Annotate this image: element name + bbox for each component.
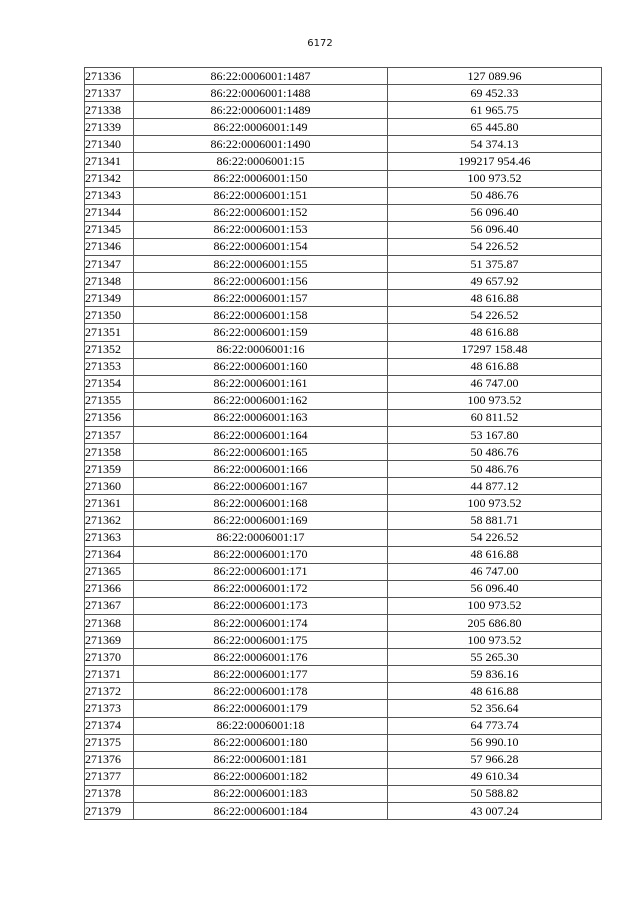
table-row: [85, 478, 602, 495]
cadastral-value-cell: 64 773.74: [388, 717, 602, 734]
cadastral-value-cell: 100 973.52: [388, 632, 602, 649]
table-row: [85, 700, 602, 717]
cadastral-number-cell: 86:22:0006001:150: [134, 170, 388, 187]
row-id-cell: 271346: [85, 238, 134, 255]
cadastral-value-cell: 205 686.80: [388, 615, 602, 632]
cadastral-value-cell: 49 657.92: [388, 273, 602, 290]
cadastral-value-cell: 100 973.52: [388, 170, 602, 187]
cadastral-value-cell: 55 265.30: [388, 649, 602, 666]
table-row: [85, 563, 602, 580]
row-id-cell: 271369: [85, 632, 134, 649]
cadastral-value-cell: 17297 158.48: [388, 341, 602, 358]
cadastral-number-cell: 86:22:0006001:151: [134, 187, 388, 204]
table-row: [85, 238, 602, 255]
row-id-cell: 271350: [85, 307, 134, 324]
table-row: [85, 256, 602, 273]
cadastral-number-cell: 86:22:0006001:184: [134, 803, 388, 820]
cadastral-value-cell: 46 747.00: [388, 375, 602, 392]
cadastral-number-cell: 86:22:0006001:1489: [134, 102, 388, 119]
cadastral-value-cell: 49 610.34: [388, 768, 602, 785]
cadastral-number-cell: 86:22:0006001:152: [134, 204, 388, 221]
cadastral-value-cell: 59 836.16: [388, 666, 602, 683]
row-id-cell: 271351: [85, 324, 134, 341]
cadastral-number-cell: 86:22:0006001:175: [134, 632, 388, 649]
table-row: [85, 85, 602, 102]
cadastral-number-cell: 86:22:0006001:177: [134, 666, 388, 683]
row-id-cell: 271359: [85, 461, 134, 478]
cadastral-value-cell: 100 973.52: [388, 392, 602, 409]
table-row: [85, 136, 602, 153]
row-id-cell: 271372: [85, 683, 134, 700]
cadastral-value-cell: 54 226.52: [388, 238, 602, 255]
cadastral-value-cell: 48 616.88: [388, 324, 602, 341]
cadastral-value-cell: 48 616.88: [388, 546, 602, 563]
row-id-cell: 271370: [85, 649, 134, 666]
table-row: [85, 615, 602, 632]
row-id-cell: 271343: [85, 187, 134, 204]
cadastral-number-cell: 86:22:0006001:155: [134, 256, 388, 273]
row-id-cell: 271378: [85, 785, 134, 802]
table-row: [85, 102, 602, 119]
cadastral-number-cell: 86:22:0006001:179: [134, 700, 388, 717]
cadastral-number-cell: 86:22:0006001:162: [134, 392, 388, 409]
cadastral-value-cell: 50 486.76: [388, 444, 602, 461]
cadastral-value-cell: 100 973.52: [388, 495, 602, 512]
row-id-cell: 271362: [85, 512, 134, 529]
cadastral-number-cell: 86:22:0006001:156: [134, 273, 388, 290]
cadastral-number-cell: 86:22:0006001:174: [134, 615, 388, 632]
cadastral-value-cell: 51 375.87: [388, 256, 602, 273]
cadastral-value-cell: 61 965.75: [388, 102, 602, 119]
table-row: [85, 734, 602, 751]
row-id-cell: 271354: [85, 375, 134, 392]
cadastral-value-cell: 54 226.52: [388, 307, 602, 324]
row-id-cell: 271379: [85, 803, 134, 820]
table-row: [85, 768, 602, 785]
row-id-cell: 271373: [85, 700, 134, 717]
table-row: [85, 512, 602, 529]
cadastral-value-table: [84, 67, 602, 820]
cadastral-number-cell: 86:22:0006001:167: [134, 478, 388, 495]
table-row: [85, 204, 602, 221]
cadastral-number-cell: 86:22:0006001:182: [134, 768, 388, 785]
table-row: [85, 461, 602, 478]
row-id-cell: 271341: [85, 153, 134, 170]
cadastral-value-cell: 50 588.82: [388, 785, 602, 802]
row-id-cell: 271376: [85, 751, 134, 768]
row-id-cell: 271349: [85, 290, 134, 307]
row-id-cell: 271361: [85, 495, 134, 512]
table-row: [85, 751, 602, 768]
cadastral-value-cell: 54 374.13: [388, 136, 602, 153]
row-id-cell: 271377: [85, 768, 134, 785]
row-id-cell: 271342: [85, 170, 134, 187]
row-id-cell: 271374: [85, 717, 134, 734]
row-id-cell: 271339: [85, 119, 134, 136]
cadastral-number-cell: 86:22:0006001:171: [134, 563, 388, 580]
row-id-cell: 271363: [85, 529, 134, 546]
table-body: [85, 68, 602, 820]
row-id-cell: 271352: [85, 341, 134, 358]
table-row: [85, 119, 602, 136]
cadastral-number-cell: 86:22:0006001:173: [134, 597, 388, 614]
table-row: [85, 341, 602, 358]
table-row: [85, 426, 602, 443]
cadastral-value-cell: 54 226.52: [388, 529, 602, 546]
table-row: [85, 444, 602, 461]
cadastral-number-cell: 86:22:0006001:1487: [134, 68, 388, 85]
cadastral-value-cell: 199217 954.46: [388, 153, 602, 170]
table-row: [85, 375, 602, 392]
cadastral-value-cell: 52 356.64: [388, 700, 602, 717]
cadastral-number-cell: 86:22:0006001:149: [134, 119, 388, 136]
cadastral-value-cell: 53 167.80: [388, 426, 602, 443]
cadastral-value-cell: 100 973.52: [388, 597, 602, 614]
cadastral-value-cell: 127 089.96: [388, 68, 602, 85]
page-number: 6172: [307, 38, 333, 49]
cadastral-number-cell: 86:22:0006001:154: [134, 238, 388, 255]
table-row: [85, 666, 602, 683]
cadastral-value-cell: 60 811.52: [388, 409, 602, 426]
cadastral-value-cell: 56 096.40: [388, 204, 602, 221]
table-row: [85, 153, 602, 170]
cadastral-number-cell: 86:22:0006001:160: [134, 358, 388, 375]
row-id-cell: 271375: [85, 734, 134, 751]
cadastral-number-cell: 86:22:0006001:169: [134, 512, 388, 529]
table-row: [85, 529, 602, 546]
table-row: [85, 580, 602, 597]
row-id-cell: 271337: [85, 85, 134, 102]
table-row: [85, 187, 602, 204]
cadastral-number-cell: 86:22:0006001:157: [134, 290, 388, 307]
table-row: [85, 170, 602, 187]
table-row: [85, 273, 602, 290]
row-id-cell: 271365: [85, 563, 134, 580]
cadastral-number-cell: 86:22:0006001:17: [134, 529, 388, 546]
row-id-cell: 271347: [85, 256, 134, 273]
cadastral-number-cell: 86:22:0006001:163: [134, 409, 388, 426]
cadastral-value-cell: 56 096.40: [388, 580, 602, 597]
row-id-cell: 271338: [85, 102, 134, 119]
row-id-cell: 271357: [85, 426, 134, 443]
row-id-cell: 271340: [85, 136, 134, 153]
cadastral-number-cell: 86:22:0006001:178: [134, 683, 388, 700]
cadastral-number-cell: 86:22:0006001:1488: [134, 85, 388, 102]
table-row: [85, 358, 602, 375]
cadastral-value-cell: 57 966.28: [388, 751, 602, 768]
cadastral-number-cell: 86:22:0006001:16: [134, 341, 388, 358]
row-id-cell: 271344: [85, 204, 134, 221]
cadastral-value-cell: 48 616.88: [388, 358, 602, 375]
table-row: [85, 495, 602, 512]
cadastral-value-cell: 48 616.88: [388, 290, 602, 307]
cadastral-value-cell: 65 445.80: [388, 119, 602, 136]
cadastral-number-cell: 86:22:0006001:161: [134, 375, 388, 392]
cadastral-value-cell: 50 486.76: [388, 187, 602, 204]
cadastral-number-cell: 86:22:0006001:180: [134, 734, 388, 751]
cadastral-number-cell: 86:22:0006001:170: [134, 546, 388, 563]
cadastral-number-cell: 86:22:0006001:183: [134, 785, 388, 802]
cadastral-number-cell: 86:22:0006001:172: [134, 580, 388, 597]
table-row: [85, 290, 602, 307]
row-id-cell: 271368: [85, 615, 134, 632]
table-row: [85, 632, 602, 649]
cadastral-value-cell: 46 747.00: [388, 563, 602, 580]
table-row: [85, 307, 602, 324]
cadastral-value-cell: 44 877.12: [388, 478, 602, 495]
cadastral-number-cell: 86:22:0006001:18: [134, 717, 388, 734]
cadastral-number-cell: 86:22:0006001:164: [134, 426, 388, 443]
row-id-cell: 271356: [85, 409, 134, 426]
table-row: [85, 392, 602, 409]
table-row: [85, 683, 602, 700]
cadastral-number-cell: 86:22:0006001:165: [134, 444, 388, 461]
table-row: [85, 803, 602, 820]
row-id-cell: 271364: [85, 546, 134, 563]
cadastral-value-cell: 69 452.33: [388, 85, 602, 102]
cadastral-number-cell: 86:22:0006001:168: [134, 495, 388, 512]
row-id-cell: 271348: [85, 273, 134, 290]
row-id-cell: 271367: [85, 597, 134, 614]
cadastral-number-cell: 86:22:0006001:15: [134, 153, 388, 170]
row-id-cell: 271336: [85, 68, 134, 85]
table-row: [85, 649, 602, 666]
cadastral-number-cell: 86:22:0006001:1490: [134, 136, 388, 153]
cadastral-value-cell: 56 990.10: [388, 734, 602, 751]
cadastral-value-cell: 58 881.71: [388, 512, 602, 529]
cadastral-value-cell: 50 486.76: [388, 461, 602, 478]
cadastral-number-cell: 86:22:0006001:153: [134, 221, 388, 238]
row-id-cell: 271366: [85, 580, 134, 597]
table-row: [85, 785, 602, 802]
row-id-cell: 271355: [85, 392, 134, 409]
table-row: [85, 409, 602, 426]
cadastral-number-cell: 86:22:0006001:166: [134, 461, 388, 478]
cadastral-number-cell: 86:22:0006001:158: [134, 307, 388, 324]
row-id-cell: 271360: [85, 478, 134, 495]
table-row: [85, 717, 602, 734]
cadastral-number-cell: 86:22:0006001:159: [134, 324, 388, 341]
row-id-cell: 271358: [85, 444, 134, 461]
table-row: [85, 221, 602, 238]
table-row: [85, 597, 602, 614]
table-row: [85, 546, 602, 563]
cadastral-value-cell: 48 616.88: [388, 683, 602, 700]
table-row: [85, 68, 602, 85]
table-row: [85, 324, 602, 341]
cadastral-number-cell: 86:22:0006001:181: [134, 751, 388, 768]
cadastral-value-cell: 43 007.24: [388, 803, 602, 820]
row-id-cell: 271371: [85, 666, 134, 683]
row-id-cell: 271353: [85, 358, 134, 375]
cadastral-number-cell: 86:22:0006001:176: [134, 649, 388, 666]
cadastral-value-cell: 56 096.40: [388, 221, 602, 238]
row-id-cell: 271345: [85, 221, 134, 238]
